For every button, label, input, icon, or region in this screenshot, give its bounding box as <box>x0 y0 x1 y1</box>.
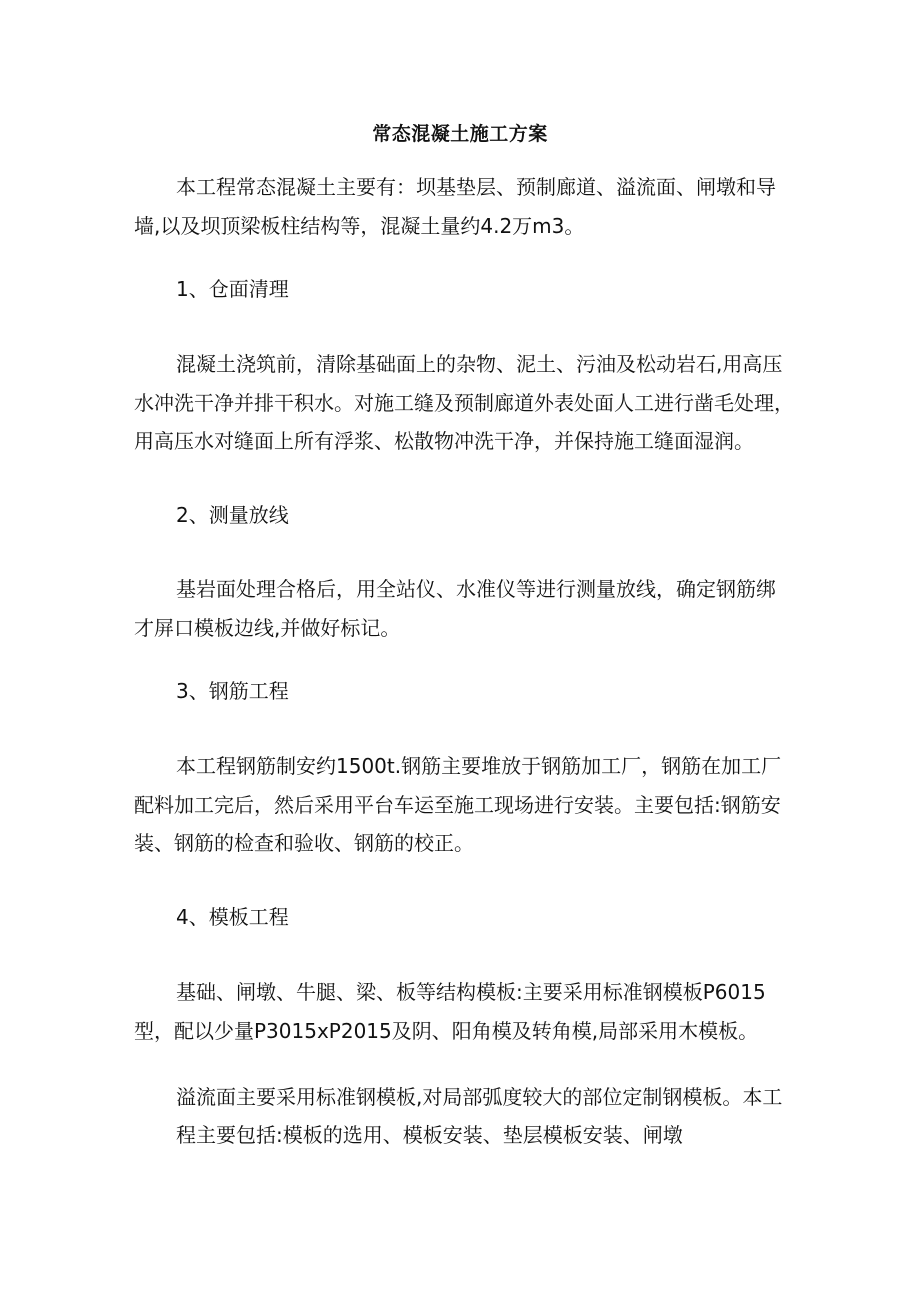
section-4-paragraph-2: 溢流面主要采用标准钢模板,对局部弧度较大的部位定制钢模板。本工程主要包括:模板的选用、模板安装、垫层模板安装、闸墩 <box>176 1085 783 1147</box>
section-1-paragraph: 混凝土浇筑前，清除基础面上的杂物、泥土、污油及松动岩石,用高压水冲洗干净并排干积水。对施工缝及预制廊道外表处面人工进行凿毛处理，用高压水对缝面上所有浮浆、松散物冲洗干净，并保持施工缝面湿润。 <box>134 352 794 453</box>
section-3-paragraph: 本工程钢筋制安约1500t.钢筋主要堆放于钢筋加工厂，钢筋在加工厂配料加工完后，然后采用平台车运至施工现场进行安装。主要包括:钢筋安装、钢筋的检查和验收、钢筋的校正。 <box>134 754 782 855</box>
document-title: 常态混凝土施工方案 <box>372 123 548 145</box>
section-heading-1: 1、仓面清理 <box>176 277 289 301</box>
section-heading-2: 2、测量放线 <box>176 503 289 527</box>
section-heading-4: 4、模板工程 <box>176 905 289 929</box>
intro-paragraph: 本工程常态混凝土主要有：坝基垫层、预制廊道、溢流面、闸墩和导墙,以及坝顶梁板柱结构等，混凝土量约4.2万m3。 <box>134 175 776 238</box>
section-2-paragraph: 基岩面处理合格后，用全站仪、水准仪等进行测量放线，确定钢筋绑才屏口模板边线,并做好标记。 <box>134 577 776 640</box>
section-heading-3: 3、钢筋工程 <box>176 679 289 703</box>
section-4-paragraph-1: 基础、闸墩、牛腿、梁、板等结构模板:主要采用标准钢模板P6015型，配以少量P3015xP2015及阴、阳角模及转角模,局部采用木模板。 <box>134 980 766 1043</box>
